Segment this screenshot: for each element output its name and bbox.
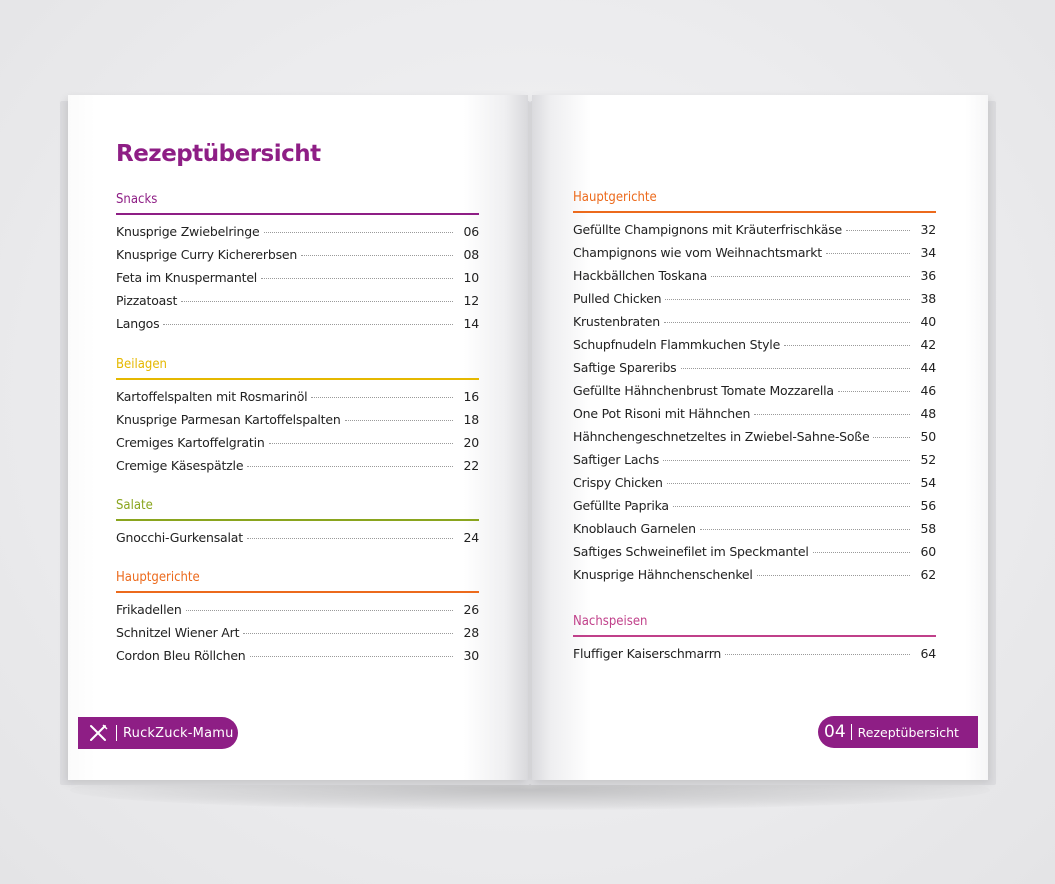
dot-leader (873, 437, 910, 438)
dot-leader (813, 552, 910, 553)
section-heading: Snacks (116, 192, 479, 215)
section-hauptgerichte-right (573, 190, 936, 590)
dot-leader (681, 368, 911, 369)
recipe-name: Pizzatoast (116, 293, 178, 308)
section-nachspeisen (573, 614, 936, 669)
recipe-name: Fluffiger Kaiserschmarrn (573, 646, 722, 661)
page-footer-tab (818, 716, 978, 748)
brand-name: RuckZuck-Mamu (123, 725, 234, 741)
recipe-name: Feta im Knuspermantel (116, 270, 258, 285)
dot-leader (757, 575, 910, 576)
recipe-name: Saftiger Lachs (573, 452, 660, 467)
recipe-entry (116, 224, 479, 247)
dot-leader (826, 253, 910, 254)
page-ref: 26 (463, 602, 479, 617)
dot-leader (665, 299, 910, 300)
recipe-entry (116, 530, 479, 553)
recipe-entry (116, 389, 479, 412)
recipe-name: Gefüllte Hähnchenbrust Tomate Mozzarella (573, 383, 834, 398)
recipe-name: Cremiges Kartoffelgratin (116, 435, 265, 450)
recipe-name: Cremige Käsespätzle (116, 458, 244, 473)
cutlery-icon (88, 724, 110, 742)
section-heading: Nachspeisen (573, 614, 936, 637)
page-ref: 54 (920, 475, 936, 490)
recipe-entry (573, 337, 936, 360)
page-ref: 42 (920, 337, 936, 352)
page-ref: 58 (920, 521, 936, 536)
recipe-entry (116, 435, 479, 458)
dot-leader (345, 420, 453, 421)
page-ref: 62 (920, 567, 936, 582)
section-beilagen (116, 357, 479, 481)
recipe-entry (573, 383, 936, 406)
entry-list (116, 602, 479, 671)
dot-leader (725, 654, 910, 655)
tab-separator (851, 724, 852, 740)
page-ref: 40 (920, 314, 936, 329)
page-ref: 46 (920, 383, 936, 398)
section-heading: Salate (116, 498, 479, 521)
recipe-name: Schupfnudeln Flammkuchen Style (573, 337, 781, 352)
dot-leader (247, 538, 453, 539)
recipe-name: Kartoffelspalten mit Rosmarinöl (116, 389, 308, 404)
recipe-name: Hähnchengeschnetzeltes in Zwiebel-Sahne-Soße (573, 429, 870, 444)
dot-leader (301, 255, 453, 256)
section-hauptgerichte-left (116, 570, 479, 671)
recipe-name: One Pot Risoni mit Hähnchen (573, 406, 751, 421)
recipe-name: Knusprige Zwiebelringe (116, 224, 260, 239)
recipe-entry (573, 475, 936, 498)
dot-leader (261, 278, 453, 279)
recipe-name: Schnitzel Wiener Art (116, 625, 240, 640)
left-page (68, 95, 528, 780)
page-ref: 38 (920, 291, 936, 306)
recipe-entry (573, 544, 936, 567)
recipe-name: Gnocchi-Gurkensalat (116, 530, 243, 545)
dot-leader (250, 656, 453, 657)
recipe-name: Gefüllte Paprika (573, 498, 669, 513)
page-ref: 06 (463, 224, 479, 239)
recipe-entry (573, 567, 936, 590)
recipe-name: Langos (116, 316, 160, 331)
recipe-name: Knusprige Curry Kichererbsen (116, 247, 298, 262)
entry-list (116, 530, 479, 553)
dot-leader (711, 276, 910, 277)
recipe-entry (573, 245, 936, 268)
dot-leader (247, 466, 453, 467)
recipe-name: Cordon Bleu Röllchen (116, 648, 246, 663)
dot-leader (673, 506, 910, 507)
recipe-name: Pulled Chicken (573, 291, 662, 306)
recipe-entry (116, 247, 479, 270)
recipe-name: Saftige Spareribs (573, 360, 677, 375)
recipe-entry (116, 412, 479, 435)
page-ref: 12 (463, 293, 479, 308)
recipe-entry (116, 316, 479, 339)
right-page (532, 95, 988, 780)
recipe-name: Crispy Chicken (573, 475, 663, 490)
dot-leader (838, 391, 910, 392)
page-ref: 34 (920, 245, 936, 260)
recipe-entry (573, 429, 936, 452)
page-ref: 08 (463, 247, 479, 262)
recipe-name: Frikadellen (116, 602, 182, 617)
page-ref: 22 (463, 458, 479, 473)
dot-leader (700, 529, 910, 530)
page-ref: 56 (920, 498, 936, 513)
page-ref: 10 (463, 270, 479, 285)
dot-leader (163, 324, 453, 325)
recipe-entry (573, 406, 936, 429)
recipe-name: Knoblauch Garnelen (573, 521, 696, 536)
page-ref: 52 (920, 452, 936, 467)
recipe-entry (573, 521, 936, 544)
recipe-entry (116, 602, 479, 625)
entry-list (573, 222, 936, 590)
dot-leader (664, 322, 910, 323)
recipe-entry (573, 268, 936, 291)
page-ref: 44 (920, 360, 936, 375)
recipe-name: Hackbällchen Toskana (573, 268, 708, 283)
dot-leader (243, 633, 453, 634)
dot-leader (186, 610, 453, 611)
page-ref: 48 (920, 406, 936, 421)
tab-separator (116, 725, 117, 741)
dot-leader (269, 443, 453, 444)
recipe-name: Champignons wie vom Weihnachtsmarkt (573, 245, 822, 260)
recipe-entry (573, 646, 936, 669)
recipe-entry (116, 293, 479, 316)
section-heading: Hauptgerichte (573, 190, 936, 213)
page-ref: 32 (920, 222, 936, 237)
recipe-name: Saftiges Schweinefilet im Speckmantel (573, 544, 809, 559)
page-ref: 64 (920, 646, 936, 661)
recipe-name: Krustenbraten (573, 314, 660, 329)
page-title: Rezeptübersicht (116, 141, 321, 167)
recipe-entry (573, 498, 936, 521)
recipe-entry (573, 222, 936, 245)
recipe-name: Knusprige Parmesan Kartoffelspalten (116, 412, 341, 427)
section-heading: Hauptgerichte (116, 570, 479, 593)
section-snacks (116, 192, 479, 339)
page-number: 04 (824, 722, 846, 742)
recipe-entry (573, 452, 936, 475)
entry-list (116, 224, 479, 339)
page-ref: 60 (920, 544, 936, 559)
recipe-entry (573, 360, 936, 383)
recipe-name: Knusprige Hähnchenschenkel (573, 567, 753, 582)
page-ref: 14 (463, 316, 479, 331)
dot-leader (264, 232, 453, 233)
section-salate (116, 498, 479, 553)
dot-leader (663, 460, 910, 461)
entry-list (573, 646, 936, 669)
entry-list (116, 389, 479, 481)
page-ref: 20 (463, 435, 479, 450)
page-ref: 24 (463, 530, 479, 545)
recipe-entry (116, 625, 479, 648)
dot-leader (846, 230, 910, 231)
recipe-entry (116, 458, 479, 481)
recipe-entry (116, 270, 479, 293)
recipe-entry (573, 314, 936, 337)
dot-leader (754, 414, 910, 415)
page-ref: 28 (463, 625, 479, 640)
recipe-entry (573, 291, 936, 314)
dot-leader (784, 345, 910, 346)
brand-footer-tab (78, 717, 238, 749)
page-ref: 30 (463, 648, 479, 663)
footer-label: Rezeptübersicht (857, 724, 959, 740)
page-ref: 16 (463, 389, 479, 404)
page-ref: 36 (920, 268, 936, 283)
page-ref: 50 (920, 429, 936, 444)
page-ref: 18 (463, 412, 479, 427)
dot-leader (181, 301, 453, 302)
dot-leader (667, 483, 910, 484)
section-heading: Beilagen (116, 357, 479, 380)
dot-leader (311, 397, 453, 398)
recipe-name: Gefüllte Champignons mit Kräuterfrischkäse (573, 222, 842, 237)
recipe-entry (116, 648, 479, 671)
